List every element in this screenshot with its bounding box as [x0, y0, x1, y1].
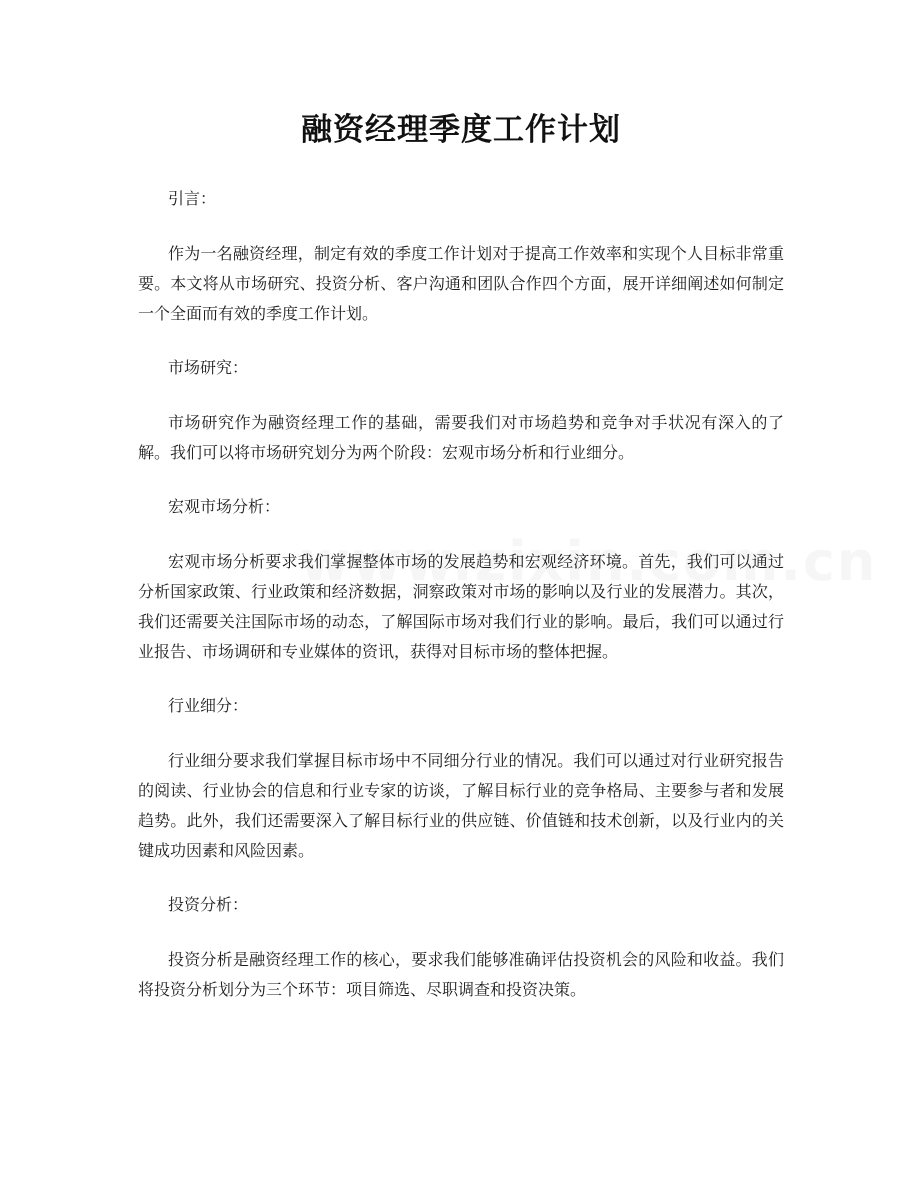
- section-heading-industry-segmentation: 行业细分：: [168, 696, 249, 715]
- section-paragraph-industry-segmentation: 行业细分要求我们掌握目标市场中不同细分行业的情况。我们可以通过对行业研究报告的阅读、行业协会的信息和行业专家的访谈，了解目标行业的竞争格局、主要参与者和发展趋势。此外，我们还需要深入了解目标行业的供应链、价值链和技术创新，以及行业内的关键成功因素和风险因素。: [138, 751, 784, 860]
- section-paragraph-macro-analysis: 宏观市场分析要求我们掌握整体市场的发展趋势和宏观经济环境。首先，我们可以通过分析国家政策、行业政策和经济数据，洞察政策对市场的影响以及行业的发展潜力。其次，我们还需要关注国际市场的动态，了解国际市场对我们行业的影响。最后，我们可以通过行业报告、市场调研和专业媒体的资讯，获得对目标市场的整体把握。: [138, 552, 784, 661]
- section-paragraph-market-research: 市场研究作为融资经理工作的基础，需要我们对市场趋势和竞争对手状况有深入的了解。我们可以将市场研究划分为两个阶段：宏观市场分析和行业细分。: [138, 413, 784, 462]
- section-heading-investment-analysis: 投资分析：: [168, 895, 249, 914]
- section-paragraph-intro: 作为一名融资经理，制定有效的季度工作计划对于提高工作效率和实现个人目标非常重要。本文将从市场研究、投资分析、客户沟通和团队合作四个方面，展开详细阐述如何制定一个全面而有效的季度工作计划。: [138, 244, 784, 323]
- section-heading-macro-analysis: 宏观市场分析：: [168, 497, 281, 516]
- document-title: 融资经理季度工作计划: [301, 112, 621, 148]
- document-page: [138, 0, 784, 1005]
- section-paragraph-investment-analysis: 投资分析是融资经理工作的核心，要求我们能够准确评估投资机会的风险和收益。我们将投资分析划分为三个环节：项目筛选、尽职调查和投资决策。: [138, 950, 784, 999]
- section-heading-market-research: 市场研究：: [168, 358, 249, 377]
- section-heading-intro: 引言：: [168, 189, 217, 208]
